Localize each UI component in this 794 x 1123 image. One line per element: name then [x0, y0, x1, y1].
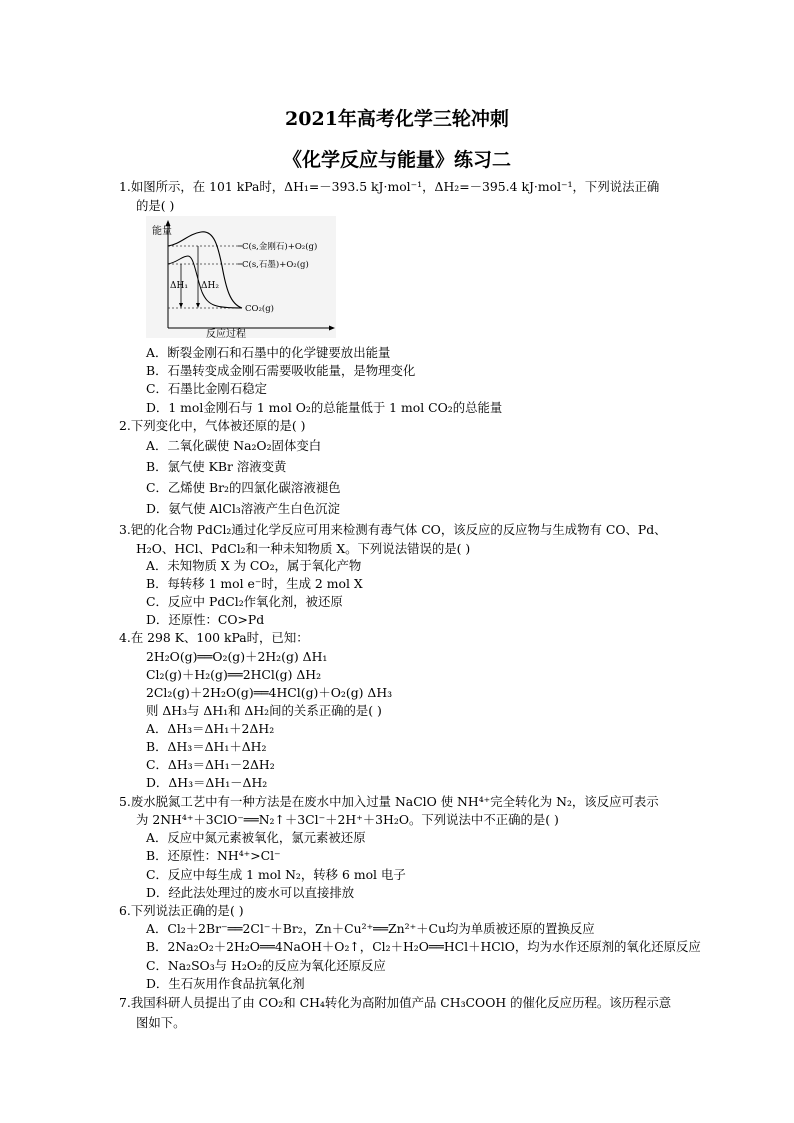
q4-option-b: B．ΔH₃＝ΔH₁＋ΔH₂ [146, 739, 267, 754]
fig-graphite-label: C(s,石墨)+O₂(g) [242, 260, 309, 270]
q7-stem-line1: 7.我国科研人员提出了由 CO₂和 CH₄转化为高附加值产品 CH₃COOH 的催化反应历程。该历程示意 [119, 995, 672, 1010]
q4-question: 则 ΔH₃与 ΔH₁和 ΔH₂间的关系正确的是( ) [146, 703, 382, 718]
q1-option-a: A．断裂金刚石和石墨中的化学键要放出能量 [146, 345, 391, 360]
q2-stem: 2.下列变化中，气体被还原的是( ) [119, 418, 306, 433]
q4-option-d: D．ΔH₃＝ΔH₁－ΔH₂ [146, 775, 268, 790]
q3-option-b: B．每转移 1 mol e⁻时，生成 2 mol X [146, 576, 363, 591]
document-title: 2021年高考化学三轮冲刺 [285, 108, 509, 130]
q6-option-a: A．Cl₂＋2Br⁻══2Cl⁻＋Br₂，Zn＋Cu²⁺══Zn²⁺＋Cu均为单质被还原的置换反应 [146, 921, 595, 936]
q6-option-d: D．生石灰用作食品抗氧化剂 [146, 976, 305, 991]
fig-co2-label: CO₂(g) [245, 304, 274, 314]
q1-stem-line1: 1.如图所示，在 101 kPa时，ΔH₁=－393.5 kJ·mol⁻¹，ΔH₂=－395.4 kJ·mol⁻¹，下列说法正确 [119, 179, 660, 194]
q3-option-d: D．还原性：CO>Pd [146, 612, 265, 627]
q4-equation-2: Cl₂(g)＋H₂(g)══2HCl(g) ΔH₂ [146, 667, 322, 682]
q6-stem: 6.下列说法正确的是( ) [119, 903, 244, 918]
q2-option-c: C．乙烯使 Br₂的四氯化碳溶液褪色 [146, 480, 341, 495]
q7-stem-line2: 图如下。 [136, 1015, 186, 1030]
q6-option-b: B．2Na₂O₂＋2H₂O══4NaOH＋O₂↑，Cl₂＋H₂O══HCl＋HClO，均为水作还原剂的氧化还原反应 [146, 939, 701, 954]
q4-option-a: A．ΔH₃＝ΔH₁＋2ΔH₂ [146, 721, 275, 736]
q5-stem-line1: 5.废水脱氮工艺中有一种方法是在废水中加入过量 NaClO 使 NH⁴⁺完全转化为 N₂，该反应可表示 [119, 794, 659, 809]
energy-diagram [146, 216, 336, 338]
q1-option-d: D．1 mol金刚石与 1 mol O₂的总能量低于 1 mol CO₂的总能量 [146, 400, 503, 415]
q1-option-b: B．石墨转变成金刚石需要吸收能量，是物理变化 [146, 363, 416, 378]
q4-equation-3: 2Cl₂(g)＋2H₂O(g)══4HCl(g)＋O₂(g) ΔH₃ [146, 685, 393, 700]
q3-option-c: C．反应中 PdCl₂作氧化剂，被还原 [146, 594, 343, 609]
q6-option-c: C．Na₂SO₃与 H₂O₂的反应为氧化还原反应 [146, 958, 386, 973]
q5-option-b: B．还原性：NH⁴⁺>Cl⁻ [146, 848, 281, 863]
q2-option-b: B．氯气使 KBr 溶液变黄 [146, 459, 287, 474]
q4-option-c: C．ΔH₃＝ΔH₁－2ΔH₂ [146, 757, 275, 772]
q2-option-d: D．氨气使 AlCl₃溶液产生白色沉淀 [146, 501, 340, 516]
q4-equation-1: 2H₂O(g)══O₂(g)＋2H₂(g) ΔH₁ [146, 649, 328, 664]
q3-option-a: A．未知物质 X 为 CO₂，属于氧化产物 [146, 558, 362, 573]
q4-stem: 4.在 298 K、100 kPa时，已知： [119, 630, 309, 645]
fig-xlabel: 反应过程 [206, 329, 246, 338]
fig-dh2-label: ΔH₂ [201, 281, 219, 291]
q5-stem-line2: 为 2NH⁴⁺＋3ClO⁻══N₂↑＋3Cl⁻＋2H⁺＋3H₂O。下列说法中不正确的是( ) [136, 812, 559, 827]
fig-diamond-label: C(s,金刚石)+O₂(g) [242, 242, 318, 252]
q3-stem-line2: H₂O、HCl、PdCl₂和一种未知物质 X。下列说法错误的是( ) [136, 541, 471, 556]
q5-option-c: C．反应中每生成 1 mol N₂，转移 6 mol 电子 [146, 867, 406, 882]
fig-ylabel: 能量 [152, 226, 172, 237]
q5-option-d: D．经此法处理过的废水可以直接排放 [146, 885, 355, 900]
q1-stem-line2: 的是( ) [136, 198, 175, 213]
q2-option-a: A．二氧化碳使 Na₂O₂固体变白 [146, 438, 322, 453]
fig-dh1-label: ΔH₁ [170, 281, 188, 291]
document-subtitle: 《化学反应与能量》练习二 [282, 149, 511, 171]
q3-stem-line1: 3.钯的化合物 PdCl₂通过化学反应可用来检测有毒气体 CO，该反应的反应物与生成物有 CO、Pd、 [119, 522, 667, 537]
q1-option-c: C．石墨比金刚石稳定 [146, 381, 267, 396]
q5-option-a: A．反应中氮元素被氧化，氯元素被还原 [146, 830, 366, 845]
